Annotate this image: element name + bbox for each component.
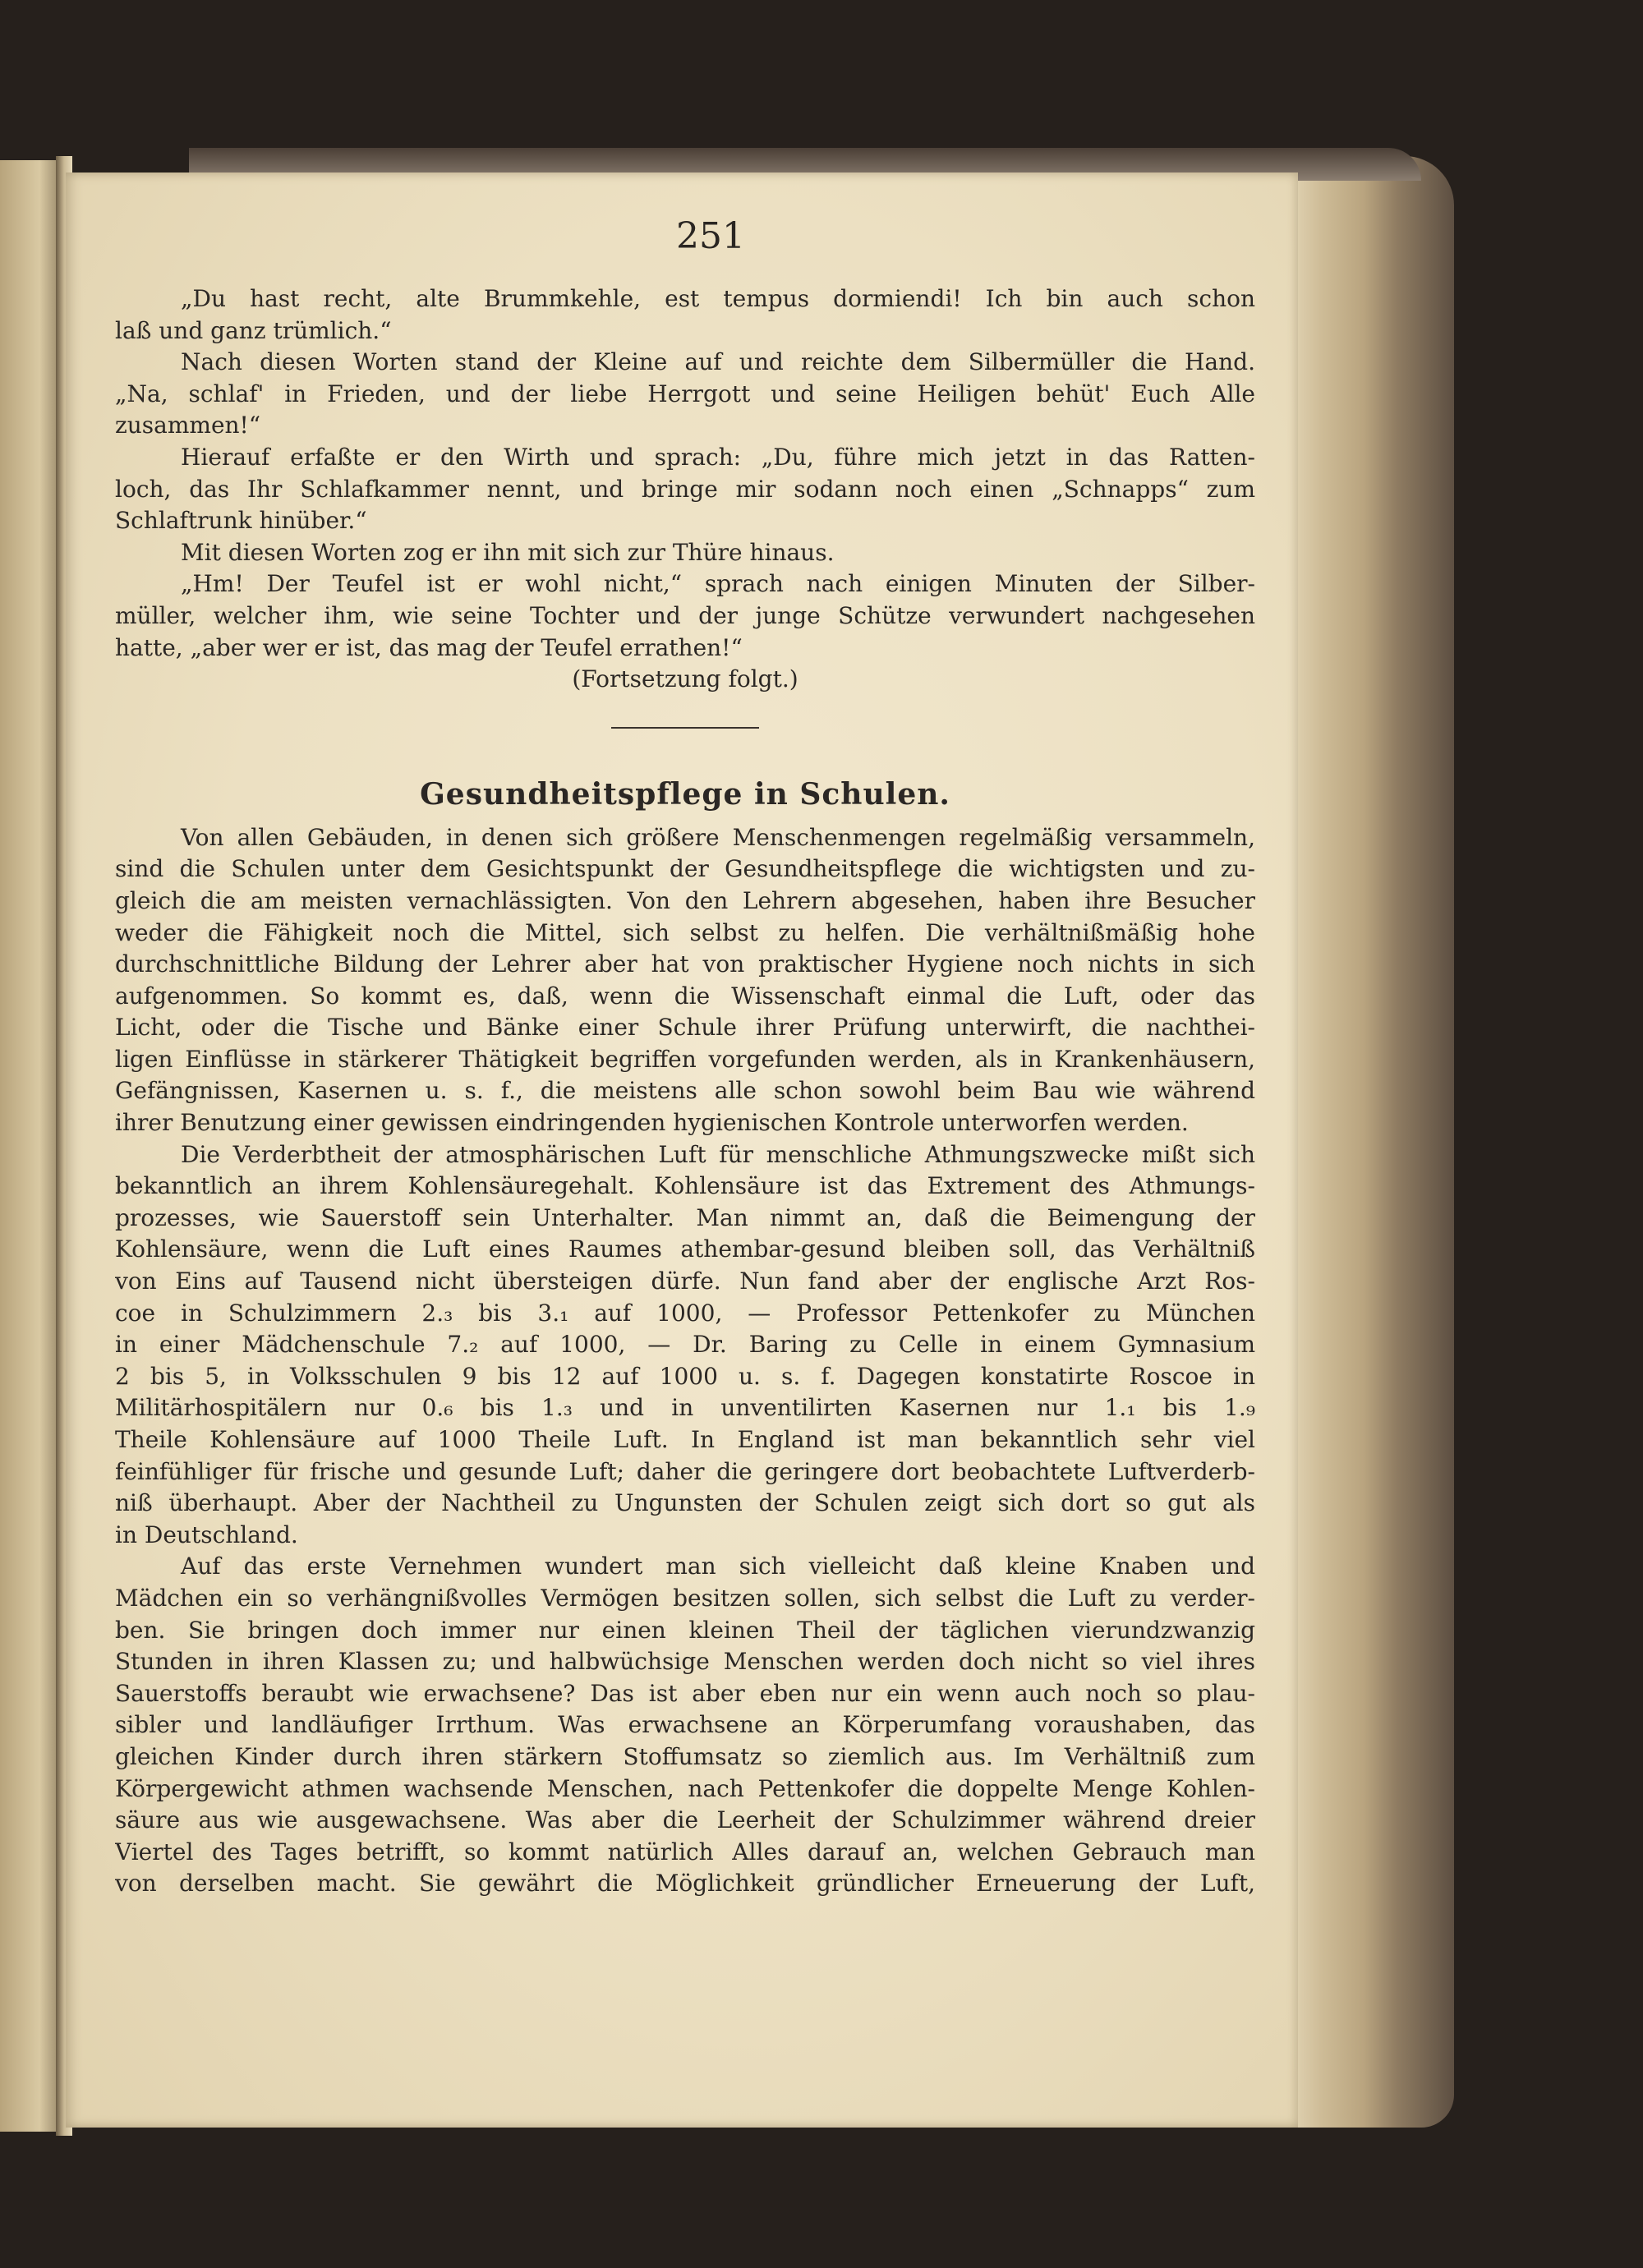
article-line: Mädchen ein so verhängnißvolles Vermögen besitzen sollen, sich selbst die Luft zu verder- [115, 1584, 1255, 1612]
article-line: Militärhospitälern nur 0.₆ bis 1.₃ und in unventilirten Kasernen nur 1.₁ bis 1.₉ [115, 1394, 1255, 1422]
story-line: Nach diesen Worten stand der Kleine auf und reichte dem Silbermüller die Hand. [181, 348, 1255, 376]
page-text [115, 283, 1255, 1900]
article-line: ihrer Benutzung einer gewissen eindringenden hygienischen Kontrole unterworfen werden. [115, 1109, 1189, 1137]
article-line: Stunden in ihren Klassen zu; und halbwüchsige Menschen werden doch nicht so viel ihres [115, 1648, 1255, 1676]
article-line: Viertel des Tages betrifft, so kommt natürlich Alles darauf an, welchen Gebrauch man [115, 1838, 1255, 1865]
article-line: aufgenommen. So kommt es, daß, wenn die Wissenschaft einmal die Luft, oder das [115, 982, 1255, 1010]
book-page [66, 173, 1298, 2128]
article-line: gleich die am meisten vernachlässigten. Von den Lehrern abgesehen, haben ihre Besucher [115, 886, 1255, 914]
article-line: niß überhaupt. Aber der Nachtheil zu Ungunsten der Schulen zeigt sich dort so gut als [115, 1489, 1255, 1517]
article-line: säure aus wie ausgewachsene. Was aber die Leerheit der Schulzimmer während dreier [115, 1806, 1255, 1834]
story-line: „Na, schlaf' in Frieden, und der liebe Herrgott und seine Heiligen behüt' Euch Alle [115, 380, 1255, 407]
article-line: sibler und landläufiger Irrthum. Was erwachsene an Körperumfang voraushaben, das [115, 1711, 1255, 1739]
article-line: Kohlensäure, wenn die Luft eines Raumes athembar-gesund bleiben soll, das Verhältniß [115, 1235, 1255, 1263]
story-line: loch, das Ihr Schlafkammer nennt, und bringe mir sodann noch einen „Schnapps“ zum [115, 475, 1255, 503]
article-line: Körpergewicht athmen wachsende Menschen, nach Pettenkofer die doppelte Menge Kohlen- [115, 1774, 1255, 1802]
article-line: feinfühliger für frische und gesunde Luft; daher die geringere dort beobachtete Luftverderb- [115, 1457, 1255, 1485]
article-line: von derselben macht. Sie gewährt die Möglichkeit gründlicher Erneuerung der Luft, [115, 1870, 1255, 1898]
article-line: bekanntlich an ihrem Kohlensäuregehalt. Kohlensäure ist das Extrement des Athmungs- [115, 1172, 1255, 1200]
article-line: durchschnittliche Bildung der Lehrer aber hat von praktischer Hygiene noch nichts in sich [115, 950, 1255, 978]
article-line: Theile Kohlensäure auf 1000 Theile Luft. In England ist man bekanntlich sehr viel [115, 1426, 1255, 1453]
story-line: Schlaftrunk hinüber.“ [115, 507, 367, 535]
article-line: Auf das erste Vernehmen wundert man sich vielleicht daß kleine Knaben und [181, 1553, 1255, 1580]
article-line: in Deutschland. [115, 1520, 298, 1548]
article-line: gleichen Kinder durch ihren stärkern Stoffumsatz so ziemlich aus. Im Verhältniß zum [115, 1742, 1255, 1770]
article-line: Gefängnissen, Kasernen u. s. f., die meistens alle schon sowohl beim Bau wie während [115, 1077, 1255, 1105]
article-line: Sauerstoffs beraubt wie erwachsene? Das ist aber eben nur ein wenn auch noch so plau- [115, 1679, 1255, 1707]
article-line: Von allen Gebäuden, in denen sich größere Menschenmengen regelmäßig versammeln, [181, 823, 1255, 851]
story-line: „Du hast recht, alte Brummkehle, est tempus dormiendi! Ich bin auch schon [181, 285, 1255, 312]
page-number: 251 [676, 215, 745, 257]
article-line: coe in Schulzimmern 2.₃ bis 3.₁ auf 1000, — Professor Pettenkofer zu München [115, 1299, 1255, 1327]
article-line: 2 bis 5, in Volksschulen 9 bis 12 auf 1000 u. s. f. Dagegen konstatirte Roscoe in [115, 1362, 1255, 1390]
article-line: prozesses, wie Sauerstoff sein Unterhalter. Man nimmt an, daß die Beimengung der [115, 1203, 1255, 1231]
article-line: sind die Schulen unter dem Gesichtspunkt der Gesundheitspflege die wichtigsten und zu- [115, 855, 1255, 883]
article-title: Gesundheitspflege in Schulen. [420, 776, 950, 812]
story-line: Mit diesen Worten zog er ihn mit sich zur Thüre hinaus. [181, 538, 835, 566]
story-line: laß und ganz trümlich.“ [115, 316, 392, 344]
story-line: „Hm! Der Teufel ist er wohl nicht,“ sprach nach einigen Minuten der Silber- [181, 570, 1255, 598]
continuation-note: (Fortsetzung folgt.) [572, 665, 798, 693]
article-line: ligen Einflüsse in stärkerer Thätigkeit begriffen vorgefunden werden, als in Krankenhäusern, [115, 1045, 1255, 1073]
story-line: zusammen!“ [115, 412, 261, 439]
article-line: Die Verderbtheit der atmosphärischen Luft für menschliche Athmungszwecke mißt sich [181, 1140, 1255, 1168]
story-line: Hierauf erfaßte er den Wirth und sprach: „Du, führe mich jetzt in das Ratten- [181, 443, 1255, 471]
section-divider [611, 727, 759, 729]
article-line: von Eins auf Tausend nicht übersteigen dürfe. Nun fand aber der englische Arzt Ros- [115, 1267, 1255, 1295]
article-line: ben. Sie bringen doch immer nur einen kleinen Theil der täglichen vierundzwanzig [115, 1616, 1255, 1644]
article-line: weder die Fähigkeit noch die Mittel, sich selbst zu helfen. Die verhältnißmäßig hohe [115, 918, 1255, 946]
article-line: Licht, oder die Tische und Bänke einer Schule ihrer Prüfung unterwirft, die nachthei- [115, 1014, 1255, 1042]
page-stack-edge [1290, 156, 1454, 2128]
article-line: in einer Mädchenschule 7.₂ auf 1000, — Dr. Baring zu Celle in einem Gymnasium [115, 1331, 1255, 1359]
story-line: müller, welcher ihm, wie seine Tochter und der junge Schütze verwundert nachgesehen [115, 601, 1255, 629]
story-line: hatte, „aber wer er ist, das mag der Teufel errathen!“ [115, 633, 743, 661]
